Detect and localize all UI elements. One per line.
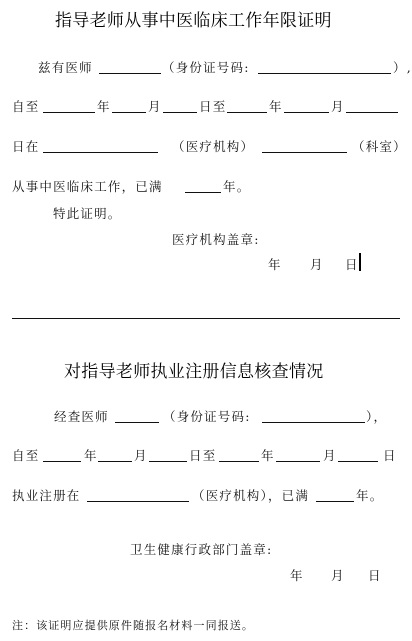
footnote: 注：该证明应提供原件随报名材料一同报送。 bbox=[12, 619, 254, 632]
text-cursor bbox=[359, 253, 361, 271]
month-label: 月 bbox=[148, 99, 162, 114]
years-label: 年。 bbox=[223, 179, 251, 194]
year-label-3: 年 bbox=[84, 448, 98, 463]
registration-institution-label: （医疗机构），已满 bbox=[192, 488, 310, 503]
year-label-2: 年 bbox=[269, 99, 283, 114]
department-blank[interactable] bbox=[262, 152, 347, 153]
line1-close-paren: ）, bbox=[393, 60, 412, 75]
line1-close-paren-2: ）， bbox=[366, 409, 388, 424]
reg-start-year-blank[interactable] bbox=[43, 461, 81, 462]
date-month: 月 bbox=[310, 257, 324, 272]
reg-end-year-blank[interactable] bbox=[219, 461, 259, 462]
registration-years-blank[interactable] bbox=[316, 501, 354, 502]
hereby-text: 特此证明。 bbox=[53, 206, 122, 221]
day-to-label: 日至 bbox=[199, 99, 227, 114]
at-label: 日在 bbox=[12, 139, 40, 154]
checked-doctor-label: 经查医师 bbox=[54, 409, 109, 424]
from-label: 自至 bbox=[12, 99, 40, 114]
reg-end-day-blank[interactable] bbox=[338, 461, 378, 462]
registered-at-label: 执业注册在 bbox=[12, 488, 81, 503]
checked-doctor-name-blank[interactable] bbox=[115, 422, 159, 423]
start-year-blank[interactable] bbox=[43, 112, 95, 113]
id-number-blank[interactable] bbox=[258, 73, 391, 74]
health-dept-seal-label: 卫生健康行政部门盖章: bbox=[130, 542, 273, 557]
registration-institution-blank[interactable] bbox=[87, 501, 189, 502]
verification-title: 对指导老师执业注册信息核查情况 bbox=[64, 362, 324, 382]
years-count-blank[interactable] bbox=[185, 192, 221, 193]
start-month-blank[interactable] bbox=[112, 112, 146, 113]
institution-label: （医疗机构） bbox=[172, 139, 255, 154]
id-number-blank-2[interactable] bbox=[262, 422, 365, 423]
date-day-2: 日 bbox=[368, 568, 382, 583]
id-number-label: （身份证号码: bbox=[162, 60, 250, 75]
reg-start-day-blank[interactable] bbox=[149, 461, 187, 462]
registration-years-label: 年。 bbox=[356, 488, 384, 503]
reg-end-month-blank[interactable] bbox=[276, 461, 320, 462]
institution-seal-label: 医疗机构盖章: bbox=[172, 232, 260, 247]
certificate-title: 指导老师从事中医临床工作年限证明 bbox=[55, 11, 332, 31]
year-label-4: 年 bbox=[261, 448, 275, 463]
year-label: 年 bbox=[97, 99, 111, 114]
section-divider bbox=[12, 318, 400, 319]
date-day: 日 bbox=[345, 257, 359, 272]
month-label-2: 月 bbox=[331, 99, 345, 114]
doctor-name-blank[interactable] bbox=[99, 73, 161, 74]
id-number-label-2: （身份证号码: bbox=[163, 409, 251, 424]
month-label-3: 月 bbox=[134, 448, 148, 463]
from-label-2: 自至 bbox=[12, 448, 40, 463]
day-label-4: 日 bbox=[383, 448, 397, 463]
reg-start-month-blank[interactable] bbox=[98, 461, 132, 462]
clinical-work-text: 从事中医临床工作，已满 bbox=[12, 179, 163, 194]
institution-blank[interactable] bbox=[43, 152, 158, 153]
date-year-2: 年 bbox=[290, 568, 304, 583]
day-to-label-2: 日至 bbox=[189, 448, 217, 463]
date-year: 年 bbox=[268, 257, 282, 272]
end-year-blank[interactable] bbox=[227, 112, 267, 113]
doctor-label: 兹有医师 bbox=[38, 60, 93, 75]
start-day-blank[interactable] bbox=[163, 112, 197, 113]
department-label: （科室） bbox=[352, 139, 407, 154]
end-day-blank[interactable] bbox=[346, 112, 398, 113]
end-month-blank[interactable] bbox=[284, 112, 329, 113]
date-month-2: 月 bbox=[331, 568, 345, 583]
month-label-4: 月 bbox=[323, 448, 337, 463]
